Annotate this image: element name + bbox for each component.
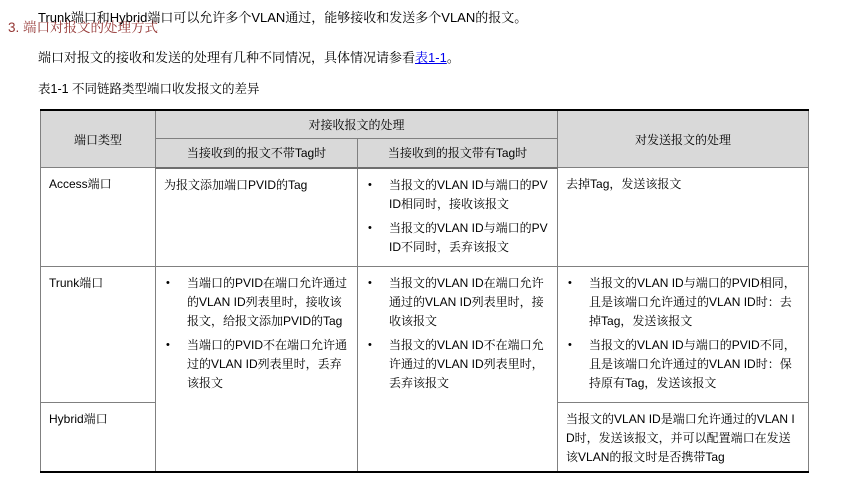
- bullet-text: 当报文的VLAN ID与端口的PVID不同，且是该端口允许通过的VLAN ID时：保持原有Tag，发送该报文: [589, 337, 796, 390]
- header-port-type: 端口类型: [41, 110, 156, 168]
- bullet-item: [368, 219, 549, 257]
- bullet-text: 当报文的VLAN ID与端口的PVID相同，且是该端口允许通过的VLAN ID时：去掉Tag，发送该报文: [589, 275, 796, 328]
- bullet-item: [166, 336, 349, 393]
- bullet-text: 当端口的PVID不在端口允许通过的VLAN ID列表里时，丢弃该报文: [187, 337, 348, 390]
- header-receive-untagged: 当接收到的报文不带Tag时: [156, 139, 358, 168]
- table-1-1-link[interactable]: 表1-1: [415, 50, 447, 65]
- bullet-icon: •: [166, 276, 170, 289]
- cell-trunk-send: [558, 266, 809, 402]
- table-caption: 表1-1 不同链路类型端口收发报文的差异: [38, 82, 260, 96]
- header-receive-processing: 对接收报文的处理: [156, 110, 558, 139]
- page: [0, 10, 841, 489]
- bullet-icon: •: [568, 338, 572, 351]
- bullet-item: [166, 274, 349, 331]
- bullet-item: [568, 336, 800, 393]
- bullet-text: 当报文的VLAN ID与端口的PVID不同时，丢弃该报文: [389, 220, 548, 254]
- table-row-access: [41, 168, 809, 267]
- bullet-text: 当报文的VLAN ID不在端口允许通过的VLAN ID列表里时，丢弃该报文: [389, 337, 544, 390]
- intro-paragraph: [38, 47, 841, 66]
- intro-text-before: 端口对报文的接收和发送的处理有几种不同情况，具体情况请参看: [38, 50, 416, 65]
- bullet-item: [368, 336, 549, 393]
- bullet-text: 当端口的PVID在端口允许通过的VLAN ID列表里时，接收该报文，给报文添加PVID的Tag: [187, 275, 348, 328]
- cell-trunk-hybrid-untagged: [156, 266, 358, 472]
- bullet-text: 当报文的VLAN ID在端口允许通过的VLAN ID列表里时，接收该报文: [389, 275, 544, 328]
- cell-access-untagged: 为报文添加端口PVID的Tag: [156, 168, 358, 267]
- intro-text-after: 。: [446, 50, 460, 65]
- bullet-icon: •: [166, 338, 170, 351]
- bullet-icon: •: [568, 276, 572, 289]
- cell-hybrid-port: Hybrid端口: [41, 402, 156, 472]
- clipped-previous-paragraph: Trunk端口和Hybrid端口可以允许多个VLAN通过，能够接收和发送多个VLAN的报文。: [38, 10, 528, 25]
- section-heading: 3. 端口对报文的处理方式: [8, 20, 159, 35]
- bullet-item: [368, 274, 549, 331]
- table-row-trunk: [41, 266, 809, 402]
- port-packet-handling-table: [40, 109, 809, 473]
- bullet-icon: •: [368, 338, 372, 351]
- cell-access-port: Access端口: [41, 168, 156, 267]
- header-receive-tagged: 当接收到的报文带有Tag时: [358, 139, 558, 168]
- bullet-icon: •: [368, 221, 372, 234]
- cell-trunk-port: Trunk端口: [41, 266, 156, 402]
- bullet-icon: •: [368, 276, 372, 289]
- bullet-icon: •: [368, 178, 372, 191]
- header-send-processing: 对发送报文的处理: [558, 110, 809, 168]
- cell-trunk-hybrid-tagged: [358, 266, 558, 472]
- cell-access-send: 去掉Tag，发送该报文: [558, 168, 809, 267]
- cell-hybrid-send: 当报文的VLAN ID是端口允许通过的VLAN ID时，发送该报文，并可以配置端口在发送该VLAN的报文时是否携带Tag: [558, 402, 809, 472]
- bullet-item: [568, 274, 800, 331]
- cell-access-tagged: [358, 168, 558, 267]
- bullet-text: 当报文的VLAN ID与端口的PVID相同时，接收该报文: [389, 177, 548, 211]
- bullet-item: [368, 176, 549, 214]
